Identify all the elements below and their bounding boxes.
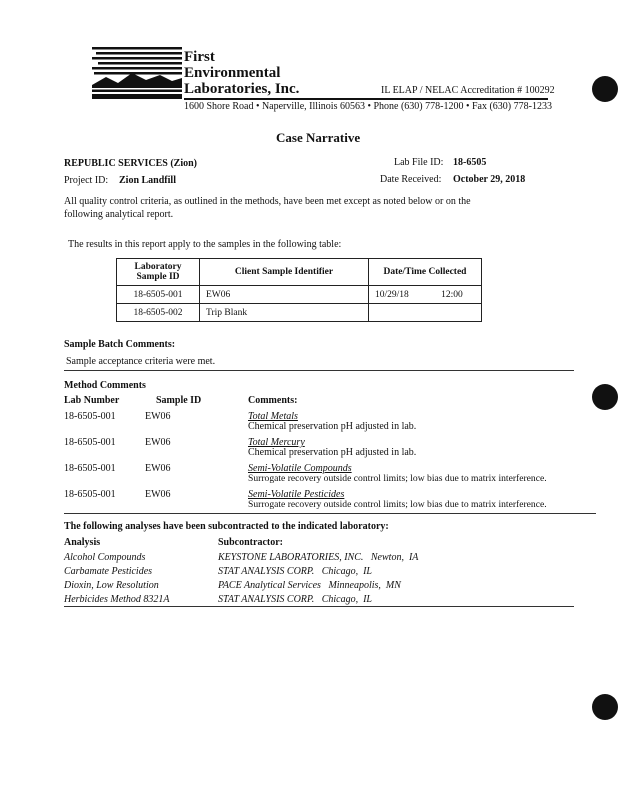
cell-client-id: Trip Blank — [200, 304, 369, 322]
subcontract-heading: The following analyses have been subcontracted to the indicated laboratory: — [64, 521, 389, 532]
company-name-line1: First — [184, 49, 215, 65]
page-title: Case Narrative — [276, 130, 361, 145]
method-sample-id: EW06 — [145, 411, 171, 422]
method-comment: Surrogate recovery outside control limits; low bias due to matrix interference. — [248, 473, 547, 484]
method-name: Semi-Volatile Pesticides — [248, 489, 345, 500]
company-address: 1600 Shore Road • Naperville, Illinois 60563 • Phone (630) 778-1200 • Fax (630) 778-1233 — [184, 101, 552, 112]
company-logo — [92, 47, 182, 99]
method-col-lab-number: Lab Number — [64, 395, 120, 406]
header-lab-sample-id — [117, 259, 200, 286]
company-name-line3: Laboratories, Inc. — [184, 81, 300, 97]
cell-time: 12:00 — [441, 289, 463, 300]
method-sample-id: EW06 — [145, 463, 171, 474]
cell-date: 10/29/18 — [375, 289, 409, 300]
binder-hole-middle — [592, 384, 618, 410]
subcontract-lab: STAT ANALYSIS CORP. Chicago, IL — [218, 566, 372, 577]
method-name: Total Metals — [248, 411, 298, 422]
method-col-comments: Comments: — [248, 395, 298, 406]
method-lab-number: 18-6505-001 — [64, 489, 116, 500]
project-id-label: Project ID: — [64, 175, 109, 186]
method-comment: Chemical preservation pH adjusted in lab. — [248, 421, 417, 432]
subcontract-analysis: Carbamate Pesticides — [64, 566, 153, 577]
batch-comments-heading: Sample Batch Comments: — [64, 339, 176, 350]
cell-lab-id: 18-6505-001 — [117, 286, 200, 304]
subcontract-col-analysis: Analysis — [64, 537, 101, 548]
method-rule — [64, 513, 596, 514]
cell-client-id: EW06 — [200, 286, 369, 304]
qc-statement-line1: All quality control criteria, as outlined in the methods, have been met except as noted below or on the — [64, 196, 471, 207]
method-col-sample-id: Sample ID — [156, 395, 202, 406]
method-sample-id: EW06 — [145, 437, 171, 448]
company-name-line2: Environmental — [184, 65, 281, 81]
lab-file-id-value: 18-6505 — [453, 157, 487, 168]
header-date-time: Date/Time Collected — [369, 259, 482, 286]
batch-rule — [64, 370, 574, 371]
subcontract-lab: PACE Analytical Services Minneapolis, MN — [218, 580, 401, 591]
header-lab-sample-id-line1: Laboratory — [134, 262, 182, 272]
method-comment: Surrogate recovery outside control limits; low bias due to matrix interference. — [248, 499, 547, 510]
subcontract-lab: STAT ANALYSIS CORP. Chicago, IL — [218, 594, 372, 605]
table-row — [117, 304, 482, 322]
table-intro: The results in this report apply to the samples in the following table: — [68, 239, 342, 250]
header-client-sample-id: Client Sample Identifier — [200, 259, 369, 286]
project-id-value: Zion Landfill — [119, 175, 176, 186]
cell-date-time — [369, 286, 482, 304]
cell-lab-id: 18-6505-002 — [117, 304, 200, 322]
subcontract-lab: KEYSTONE LABORATORIES, INC. Newton, IA — [218, 552, 419, 563]
date-received-label: Date Received: — [380, 174, 442, 185]
method-lab-number: 18-6505-001 — [64, 411, 116, 422]
sample-table — [116, 258, 482, 322]
batch-comments-text: Sample acceptance criteria were met. — [66, 356, 216, 367]
subcontract-analysis: Dioxin, Low Resolution — [64, 580, 159, 591]
sample-table-header — [117, 259, 482, 286]
subcontract-col-subcontractor: Subcontractor: — [218, 537, 283, 548]
date-received-value: October 29, 2018 — [453, 174, 526, 185]
subcontract-rule — [64, 606, 574, 607]
method-lab-number: 18-6505-001 — [64, 437, 116, 448]
method-comments-heading: Method Comments — [64, 380, 146, 391]
cell-date-time — [369, 304, 482, 322]
subcontract-analysis: Alcohol Compounds — [64, 552, 146, 563]
lab-file-id-label: Lab File ID: — [394, 157, 444, 168]
method-sample-id: EW06 — [145, 489, 171, 500]
method-lab-number: 18-6505-001 — [64, 463, 116, 474]
method-name: Total Mercury — [248, 437, 305, 448]
table-row — [117, 286, 482, 304]
header-lab-sample-id-line2: Sample ID — [136, 272, 180, 282]
header-rule — [184, 98, 548, 100]
binder-hole-bottom — [592, 694, 618, 720]
method-name: Semi-Volatile Compounds — [248, 463, 352, 474]
subcontract-analysis: Herbicides Method 8321A — [64, 594, 170, 605]
binder-hole-top — [592, 76, 618, 102]
method-comment: Chemical preservation pH adjusted in lab. — [248, 447, 417, 458]
client-name: REPUBLIC SERVICES (Zion) — [64, 158, 198, 169]
accreditation-number: IL ELAP / NELAC Accreditation # 100292 — [381, 85, 555, 96]
qc-statement-line2: following analytical report. — [64, 209, 174, 220]
